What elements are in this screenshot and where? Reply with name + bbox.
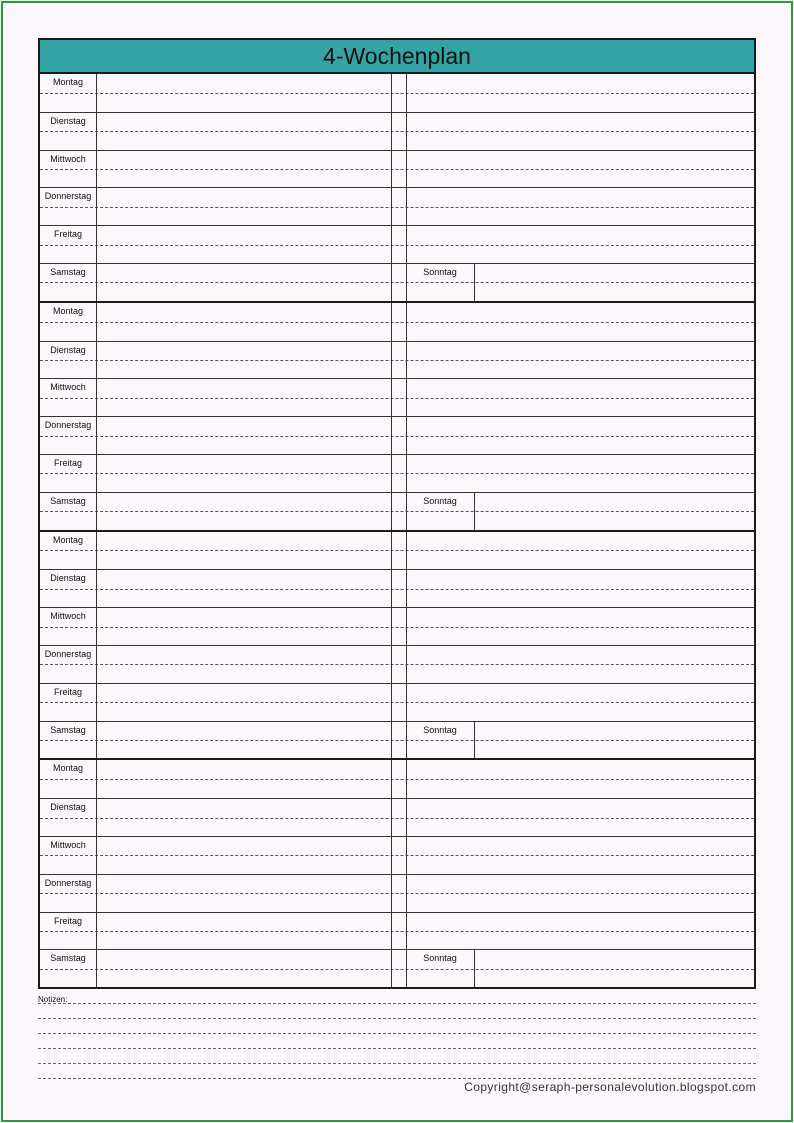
notes-label: Notizen:: [38, 995, 68, 1005]
center-column-line: [406, 226, 407, 263]
label-column-line: [96, 837, 97, 874]
day-divider-dashed: [40, 398, 754, 399]
notes-line[interactable]: [38, 1048, 756, 1049]
day-label: Freitag: [53, 915, 82, 926]
notes-section: [38, 995, 756, 1085]
day-row[interactable]: [40, 912, 754, 950]
center-column-line: [391, 950, 392, 987]
day-row[interactable]: [40, 760, 754, 798]
day-row[interactable]: [40, 378, 754, 416]
center-column-line: [406, 188, 407, 225]
day-label: Donnerstag: [44, 648, 92, 659]
sunday-label: Sonntag: [423, 953, 457, 964]
day-row[interactable]: [40, 721, 754, 759]
sunday-label: Sonntag: [423, 495, 457, 506]
label-column-line: [96, 799, 97, 836]
center-column-line: [391, 226, 392, 263]
day-row[interactable]: [40, 187, 754, 225]
center-column-line: [406, 875, 407, 912]
day-row[interactable]: [40, 645, 754, 683]
notes-line[interactable]: [38, 1003, 756, 1004]
day-label: Mittwoch: [50, 839, 86, 850]
day-row[interactable]: [40, 532, 754, 570]
day-row[interactable]: [40, 836, 754, 874]
day-divider-dashed: [40, 664, 754, 665]
day-label: Dienstag: [50, 344, 86, 355]
center-column-line: [391, 646, 392, 683]
label-column-line: [96, 264, 97, 301]
center-column-line: [391, 722, 392, 759]
label-column-line: [96, 455, 97, 492]
title-text: 4-Wochenplan: [323, 42, 471, 69]
day-divider-dashed: [40, 511, 754, 512]
day-label: Samstag: [50, 266, 86, 277]
notes-line[interactable]: [38, 1018, 756, 1019]
day-label: Montag: [52, 77, 84, 87]
label-column-line: [96, 684, 97, 721]
center-column-line: [391, 799, 392, 836]
day-row[interactable]: [40, 569, 754, 607]
day-divider-dashed: [40, 855, 754, 856]
center-column-line: [406, 303, 407, 341]
day-label: Dienstag: [50, 115, 86, 126]
center-column-line: [391, 532, 392, 570]
day-row[interactable]: [40, 683, 754, 721]
center-column-line: [406, 646, 407, 683]
week-block: [40, 758, 754, 987]
center-column-line: [406, 74, 407, 112]
week-block: [40, 74, 754, 301]
day-label: Montag: [52, 305, 84, 316]
center-column-line: [391, 264, 392, 301]
day-row[interactable]: [40, 263, 754, 301]
label-column-line: [96, 151, 97, 188]
week-grid: [38, 74, 756, 989]
label-column-line: [96, 493, 97, 530]
center-column-line: [406, 570, 407, 607]
day-label: Freitag: [53, 686, 82, 697]
center-column-line: [391, 151, 392, 188]
day-row[interactable]: [40, 303, 754, 341]
day-label: Freitag: [53, 457, 82, 468]
day-label: Samstag: [50, 953, 86, 964]
day-label: Mittwoch: [50, 382, 86, 393]
center-column-line: [391, 837, 392, 874]
label-column-line: [96, 760, 97, 798]
label-column-line: [96, 188, 97, 225]
sunday-label-line: [474, 950, 475, 987]
center-column-line: [391, 493, 392, 530]
day-divider-dashed: [40, 169, 754, 170]
day-label: Mittwoch: [50, 153, 86, 164]
center-column-line: [391, 188, 392, 225]
day-label: Dienstag: [50, 573, 86, 584]
planner-title: [38, 38, 756, 74]
label-column-line: [96, 608, 97, 645]
day-row[interactable]: [40, 454, 754, 492]
day-row[interactable]: [40, 112, 754, 150]
center-column-line: [406, 342, 407, 379]
day-divider-dashed: [40, 550, 754, 551]
day-row[interactable]: [40, 607, 754, 645]
day-label: Mittwoch: [50, 611, 86, 622]
center-column-line: [391, 74, 392, 112]
label-column-line: [96, 379, 97, 416]
center-column-line: [391, 113, 392, 150]
center-column-line: [391, 760, 392, 798]
center-column-line: [406, 151, 407, 188]
sunday-label: Sonntag: [423, 266, 457, 277]
sunday-label: Sonntag: [423, 724, 457, 735]
center-column-line: [406, 532, 407, 570]
center-column-line: [391, 913, 392, 950]
center-column-line: [391, 875, 392, 912]
day-row[interactable]: [40, 949, 754, 987]
center-column-line: [406, 799, 407, 836]
day-divider-dashed: [40, 779, 754, 780]
day-label: Dienstag: [50, 802, 86, 813]
day-row[interactable]: [40, 492, 754, 530]
day-divider-dashed: [40, 702, 754, 703]
day-divider-dashed: [40, 893, 754, 894]
center-column-line: [391, 379, 392, 416]
day-divider-dashed: [40, 740, 754, 741]
label-column-line: [96, 226, 97, 263]
label-column-line: [96, 113, 97, 150]
center-column-line: [406, 913, 407, 950]
day-divider-dashed: [40, 473, 754, 474]
center-column-line: [406, 760, 407, 798]
center-column-line: [391, 303, 392, 341]
week-block: [40, 301, 754, 530]
day-divider-dashed: [40, 931, 754, 932]
day-label: Donnerstag: [44, 877, 92, 888]
day-label: Donnerstag: [44, 191, 92, 202]
day-row[interactable]: [40, 225, 754, 263]
day-divider-dashed: [40, 282, 754, 283]
center-column-line: [406, 379, 407, 416]
day-row[interactable]: [40, 341, 754, 379]
notes-line[interactable]: [38, 1033, 756, 1034]
label-column-line: [96, 875, 97, 912]
center-column-line: [406, 684, 407, 721]
label-column-line: [96, 722, 97, 759]
sunday-label-line: [474, 493, 475, 530]
sunday-label-line: [474, 722, 475, 759]
label-column-line: [96, 646, 97, 683]
day-divider-dashed: [40, 245, 754, 246]
day-row[interactable]: [40, 150, 754, 188]
center-column-line: [406, 608, 407, 645]
center-column-line: [406, 455, 407, 492]
day-divider-dashed: [40, 360, 754, 361]
label-column-line: [96, 950, 97, 987]
week-block: [40, 530, 754, 759]
day-label: Montag: [52, 763, 84, 774]
center-column-line: [406, 837, 407, 874]
day-divider-dashed: [40, 969, 754, 970]
label-column-line: [96, 303, 97, 341]
center-column-line: [406, 113, 407, 150]
label-column-line: [96, 417, 97, 454]
day-label: Montag: [52, 534, 84, 545]
planner-sheet: [38, 38, 756, 1085]
center-column-line: [391, 570, 392, 607]
day-row[interactable]: [40, 874, 754, 912]
label-column-line: [96, 74, 97, 112]
day-label: Donnerstag: [44, 420, 92, 431]
label-column-line: [96, 342, 97, 379]
center-column-line: [391, 417, 392, 454]
day-divider-dashed: [40, 93, 754, 94]
center-column-line: [391, 608, 392, 645]
center-column-line: [391, 455, 392, 492]
day-divider-dashed: [40, 322, 754, 323]
day-divider-dashed: [40, 436, 754, 437]
sunday-label-line: [474, 264, 475, 301]
label-column-line: [96, 532, 97, 570]
day-label: Freitag: [53, 229, 82, 240]
day-divider-dashed: [40, 589, 754, 590]
day-row[interactable]: [40, 798, 754, 836]
day-divider-dashed: [40, 627, 754, 628]
notes-line[interactable]: [38, 1063, 756, 1064]
day-label: Samstag: [50, 724, 86, 735]
center-column-line: [406, 417, 407, 454]
day-row[interactable]: [40, 416, 754, 454]
label-column-line: [96, 913, 97, 950]
notes-line[interactable]: [38, 1078, 756, 1079]
day-label: Samstag: [50, 495, 86, 506]
center-column-line: [391, 342, 392, 379]
center-column-line: [391, 684, 392, 721]
day-divider-dashed: [40, 818, 754, 819]
day-row[interactable]: [40, 74, 754, 112]
day-divider-dashed: [40, 207, 754, 208]
copyright-text: Copyright@seraph-personalevolution.blogspot.com: [464, 1080, 756, 1094]
day-divider-dashed: [40, 131, 754, 132]
label-column-line: [96, 570, 97, 607]
